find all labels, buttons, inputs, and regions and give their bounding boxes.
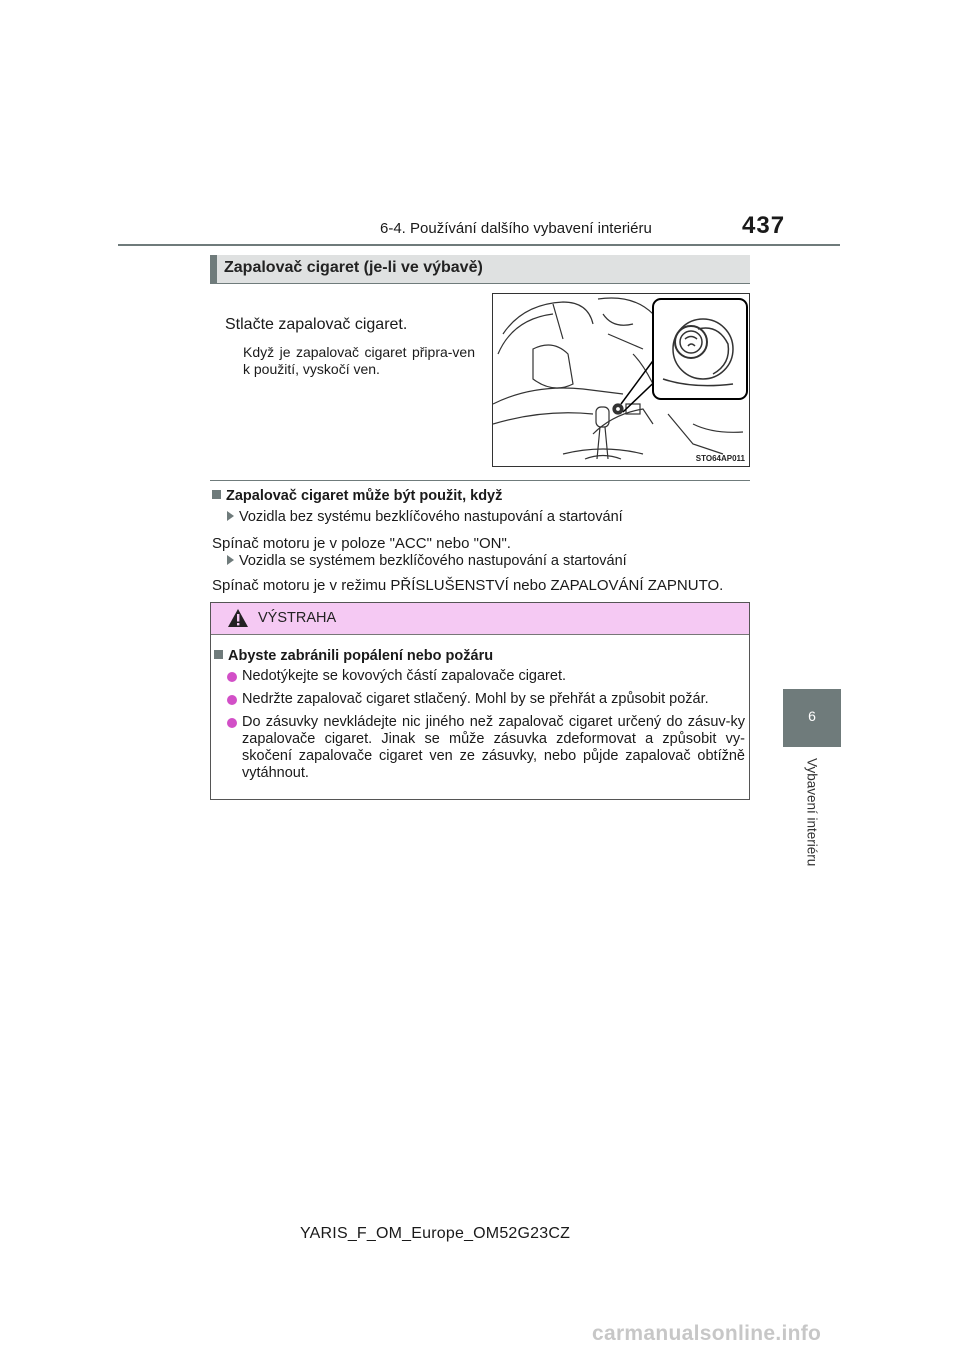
triangle-bullet-icon	[227, 555, 234, 565]
chapter-label	[782, 758, 842, 908]
circle-bullet-icon	[227, 672, 237, 682]
header-rule	[118, 244, 840, 246]
circle-bullet-icon	[227, 718, 237, 728]
warning-item-text: Nedržte zapalovač cigaret stlačený. Mohl by se přehřát a způsobit požár.	[242, 691, 709, 707]
section-header: 6-4. Používání dalšího vybavení interiéru	[380, 220, 652, 237]
warning-label: VÝSTRAHA	[258, 610, 337, 626]
section-title: Zapalovač cigaret (je-li ve výbavě)	[224, 259, 483, 276]
page-number: 437	[742, 212, 786, 239]
warning-box	[210, 602, 750, 800]
chapter-tab[interactable]: 6	[783, 689, 841, 747]
warning-item-text: Do zásuvky nevkládejte nic jiného než zapalovač cigaret určený do zásuv-ky zapalovače cigaret. Jinak se může zásuvka zdeformovat a způsobit vy-skočení zapalovače cigaret ven ze zásuvky, nebo půjde zapalovač obtížně vytáhnout.	[242, 714, 745, 781]
warning-title-text: Abyste zabránili popálení nebo požáru	[228, 648, 494, 664]
section-rule	[210, 480, 750, 481]
condition-bullet	[227, 553, 627, 569]
warning-header	[211, 603, 749, 635]
triangle-bullet-icon	[227, 511, 234, 521]
watermark[interactable]: carmanualsonline.info	[592, 1322, 822, 1345]
section-title-bar	[210, 255, 750, 283]
conditions-heading-text: Zapalovač cigaret může být použit, když	[226, 488, 503, 504]
warning-item-text: Nedotýkejte se kovových částí zapalovače cigaret.	[242, 668, 566, 684]
title-underline	[210, 283, 750, 284]
condition-bullet	[227, 509, 623, 525]
warning-triangle-icon	[227, 608, 249, 628]
document-footer: YARIS_F_OM_Europe_OM52G23CZ	[300, 1225, 571, 1242]
condition-text: Spínač motoru je v režimu PŘÍSLUŠENSTVÍ nebo ZAPALOVÁNÍ ZAPNUTO.	[212, 577, 724, 594]
condition-text: Spínač motoru je v poloze "ACC" nebo "ON".	[212, 535, 511, 552]
figure-code: STO64AP011	[695, 454, 745, 463]
warning-item	[227, 691, 745, 708]
chapter-label-text: Vybavení interiéru	[804, 758, 820, 867]
cigarette-lighter-illustration	[492, 293, 750, 467]
warning-title	[214, 648, 493, 664]
step-instruction: Stlačte zapalovač cigaret.	[225, 316, 408, 333]
title-accent	[210, 255, 217, 283]
circle-bullet-icon	[227, 695, 237, 705]
square-bullet-icon	[212, 490, 221, 499]
warning-item	[227, 714, 745, 782]
conditions-heading	[212, 488, 502, 504]
condition-bullet-text: Vozidla se systémem bezklíčového nastupování a startování	[239, 553, 627, 569]
square-bullet-icon	[214, 650, 223, 659]
step-note: Když je zapalovač cigaret připra-ven k použití, vyskočí ven.	[243, 344, 475, 377]
condition-bullet-text: Vozidla bez systému bezklíčového nastupování a startování	[239, 509, 623, 525]
dashboard-drawing	[493, 294, 749, 466]
warning-item	[227, 668, 745, 685]
